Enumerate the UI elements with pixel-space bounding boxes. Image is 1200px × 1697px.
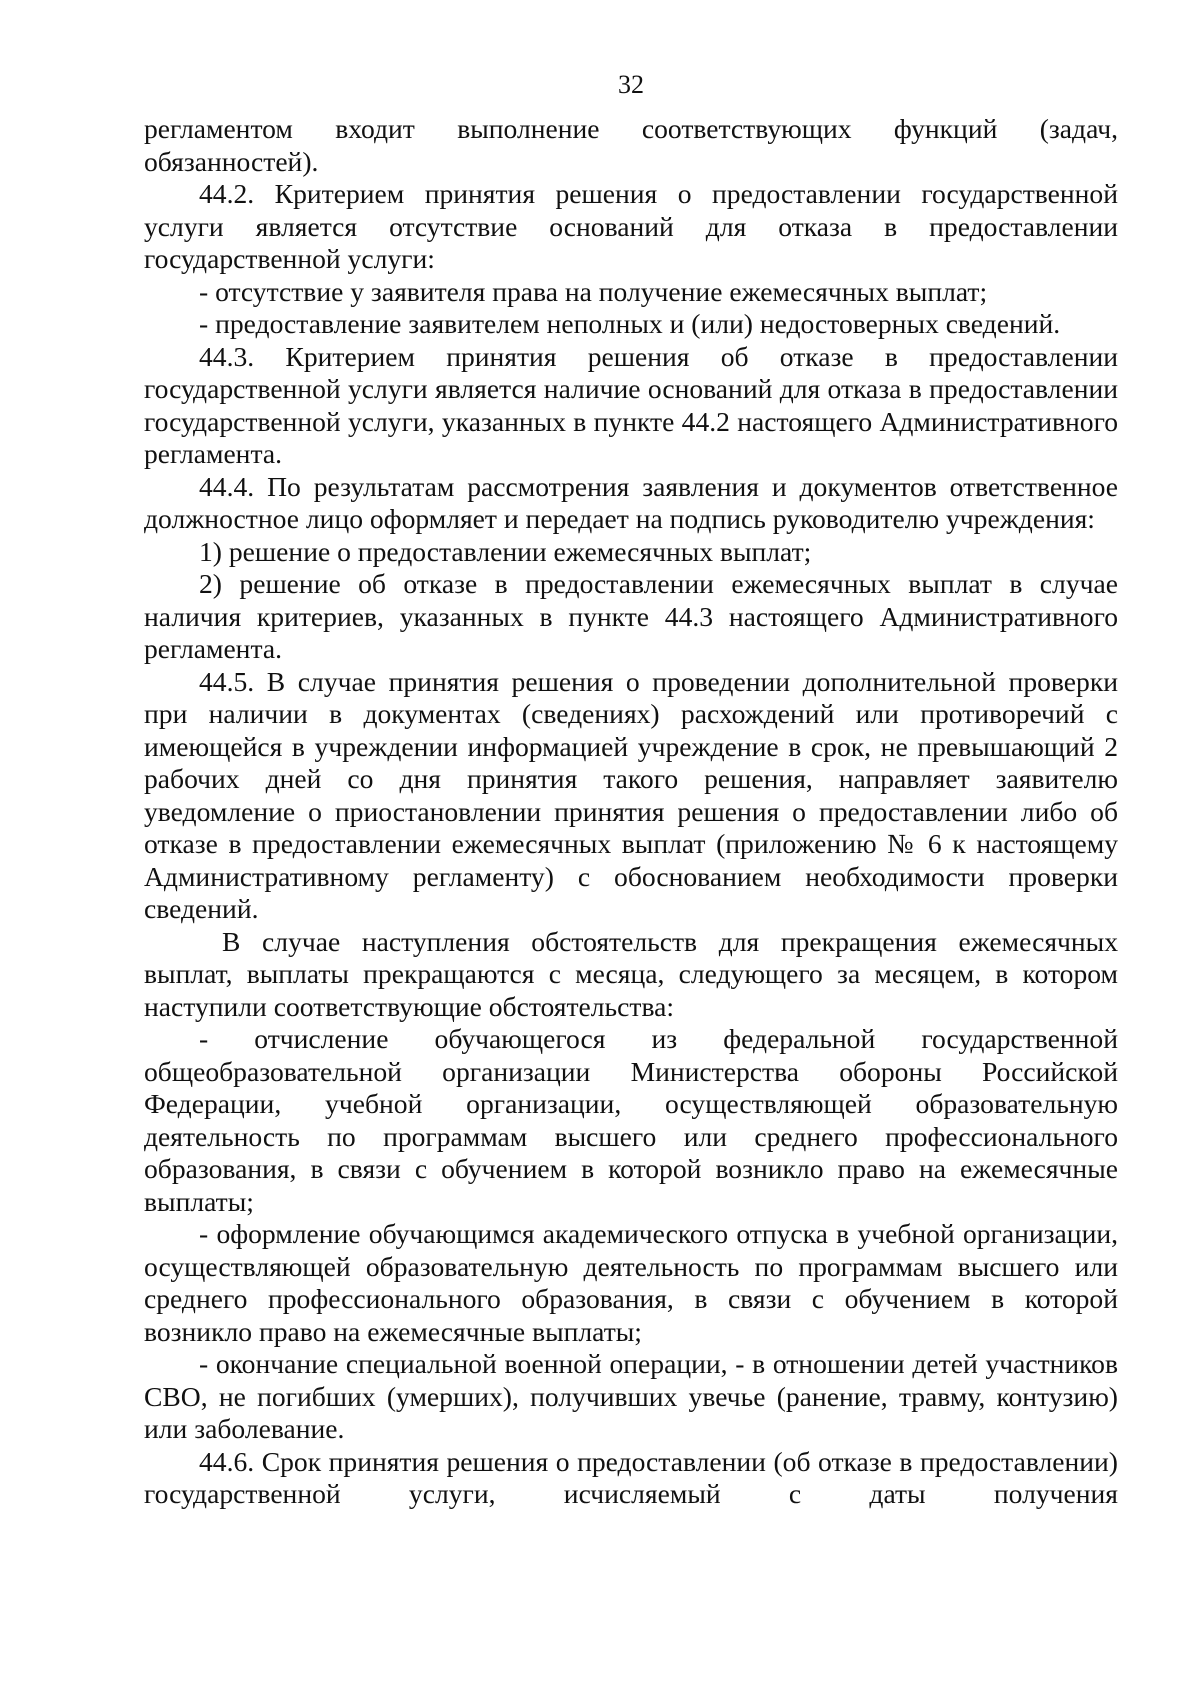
list-item-no-right: - отсутствие у заявителя права на получение ежемесячных выплат;: [199, 275, 988, 307]
paragraph-44-6: 44.6. Срок принятия решения о предоставлении (об отказе в предоставлении) государственной услуги, исчисляемый с даты получения: [144, 1445, 1118, 1509]
document-body: [144, 113, 1118, 1511]
list-item-decision-refuse: 2) решение об отказе в предоставлении ежемесячных выплат в случае наличия критериев, указанных в пункте 44.3 настоящего Административного регламента.: [144, 568, 1118, 664]
list-item-svo-end: - окончание специальной военной операции, - в отношении детей участников СВО, не погибших (умерших), получивших увечье (ранение, травму, контузию) или заболевание.: [144, 1348, 1118, 1444]
list-item-academic-leave: - оформление обучающимся академического отпуска в учебной организации, осуществляющей образовательную деятельность по программам высшего или среднего профессионального образования, в связи с обучением в которой возникло право на ежемесячные выплаты;: [144, 1218, 1118, 1347]
list-item-expulsion: - отчисление обучающегося из федеральной государственной общеобразовательной организации Министерства обороны Российской Федерации, учебной организации, осуществляющей образовательную деятельность по программам высшего или среднего профессионального образования, в связи с обучением в которой возникло право на ежемесячные выплаты;: [144, 1023, 1118, 1217]
paragraph-44-4: 44.4. По результатам рассмотрения заявления и документов ответственное должностное лицо оформляет и передает на подпись руководителю учреждения:: [144, 470, 1118, 534]
page-number: 32: [618, 70, 644, 99]
list-item-decision-grant: 1) решение о предоставлении ежемесячных выплат;: [199, 535, 812, 567]
paragraph-44-3: 44.3. Критерием принятия решения об отказе в предоставлении государственной услуги является наличие оснований для отказа в предоставлении государственной услуги, указанных в пункте 44.2 настоящего Административного регламента.: [144, 340, 1118, 469]
list-item-incomplete-info: - предоставление заявителем неполных и (или) недостоверных сведений.: [199, 308, 1061, 339]
paragraph-44-2: 44.2. Критерием принятия решения о предоставлении государственной услуги является отсутствие оснований для отказа в предоставлении государственной услуги:: [144, 178, 1118, 274]
paragraph-termination: В случае наступления обстоятельств для прекращения ежемесячных выплат, выплаты прекращаются с месяца, следующего за месяцем, в котором наступили соответствующие обстоятельства:: [144, 925, 1118, 1022]
paragraph-44-5: 44.5. В случае принятия решения о проведении дополнительной проверки при наличии в документах (сведениях) расхождений или противоречий с имеющейся в учреждении информацией учреждение в срок, не превышающий 2 рабочих дней со дня принятия такого решения, направляет заявителю уведомление о приостановлении принятия решения о предоставлении либо об отказе в предоставлении ежемесячных выплат (приложению № 6 к настоящему Административному регламенту) с обоснованием необходимости проверки сведений.: [144, 665, 1118, 924]
paragraph-continuation: регламентом входит выполнение соответствующих функций (задач, обязанностей).: [144, 113, 1118, 177]
